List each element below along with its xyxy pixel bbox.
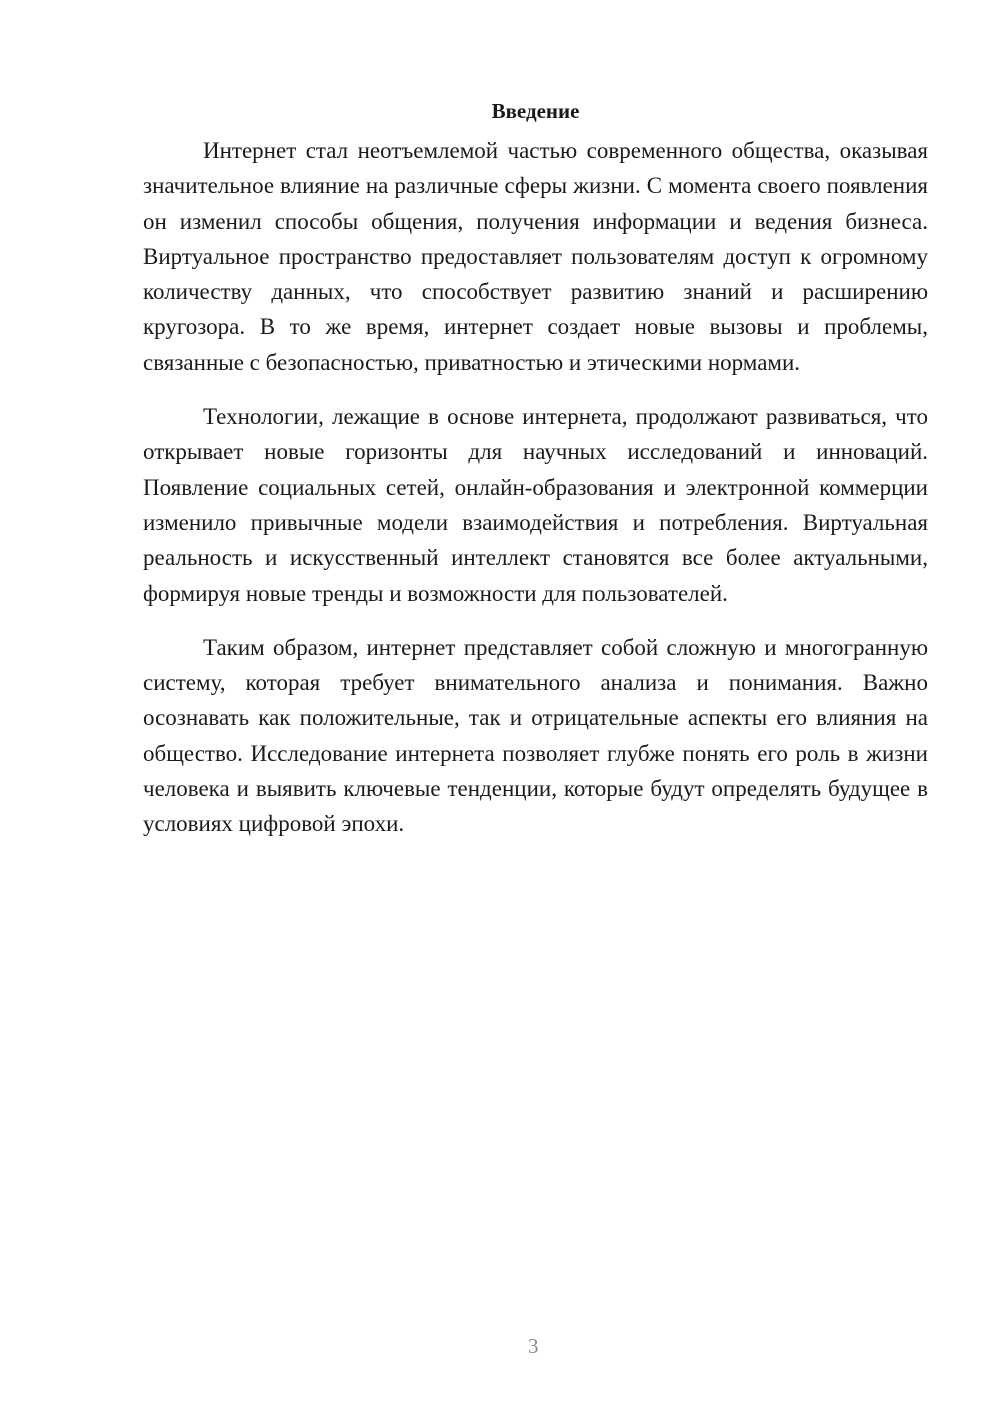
paragraph-3: Таким образом, интернет представляет собой сложную и многогранную систему, которая требует внимательного анализа и понимания. Важно осознавать как положительные, так и отрицательные аспекты его влияния на общество. Исследование интернета позволяет глубже понять его роль в жизни человека и выявить ключевые тенденции, которые будут определять будущее в условиях цифровой эпохи. — [143, 634, 928, 837]
page-number: 3 — [528, 1334, 539, 1358]
section-title: Введение — [491, 99, 580, 123]
page-content — [143, 96, 928, 842]
paragraph-1: Интернет стал неотъемлемой частью современного общества, оказывая значительное влияние на различные сферы жизни. С момента своего появления он изменил способы общения, получения информации и ведения бизнеса. Виртуальное пространство предоставляет пользователям доступ к огромному количеству данных, что способствует развитию знаний и расширению кругозора. В то же время, интернет создает новые вызовы и проблемы, связанные с безопасностью, приватностью и этическими нормами. — [143, 138, 928, 375]
paragraph-2: Технологии, лежащие в основе интернета, продолжают развиваться, что открывает новые горизонты для научных исследований и инноваций. Появление социальных сетей, онлайн-образования и электронной коммерции изменило привычные модели взаимодействия и потребления. Виртуальная реальность и искусственный интеллект становятся все более актуальными, формируя новые тренды и возможности для пользователей. — [143, 404, 928, 606]
